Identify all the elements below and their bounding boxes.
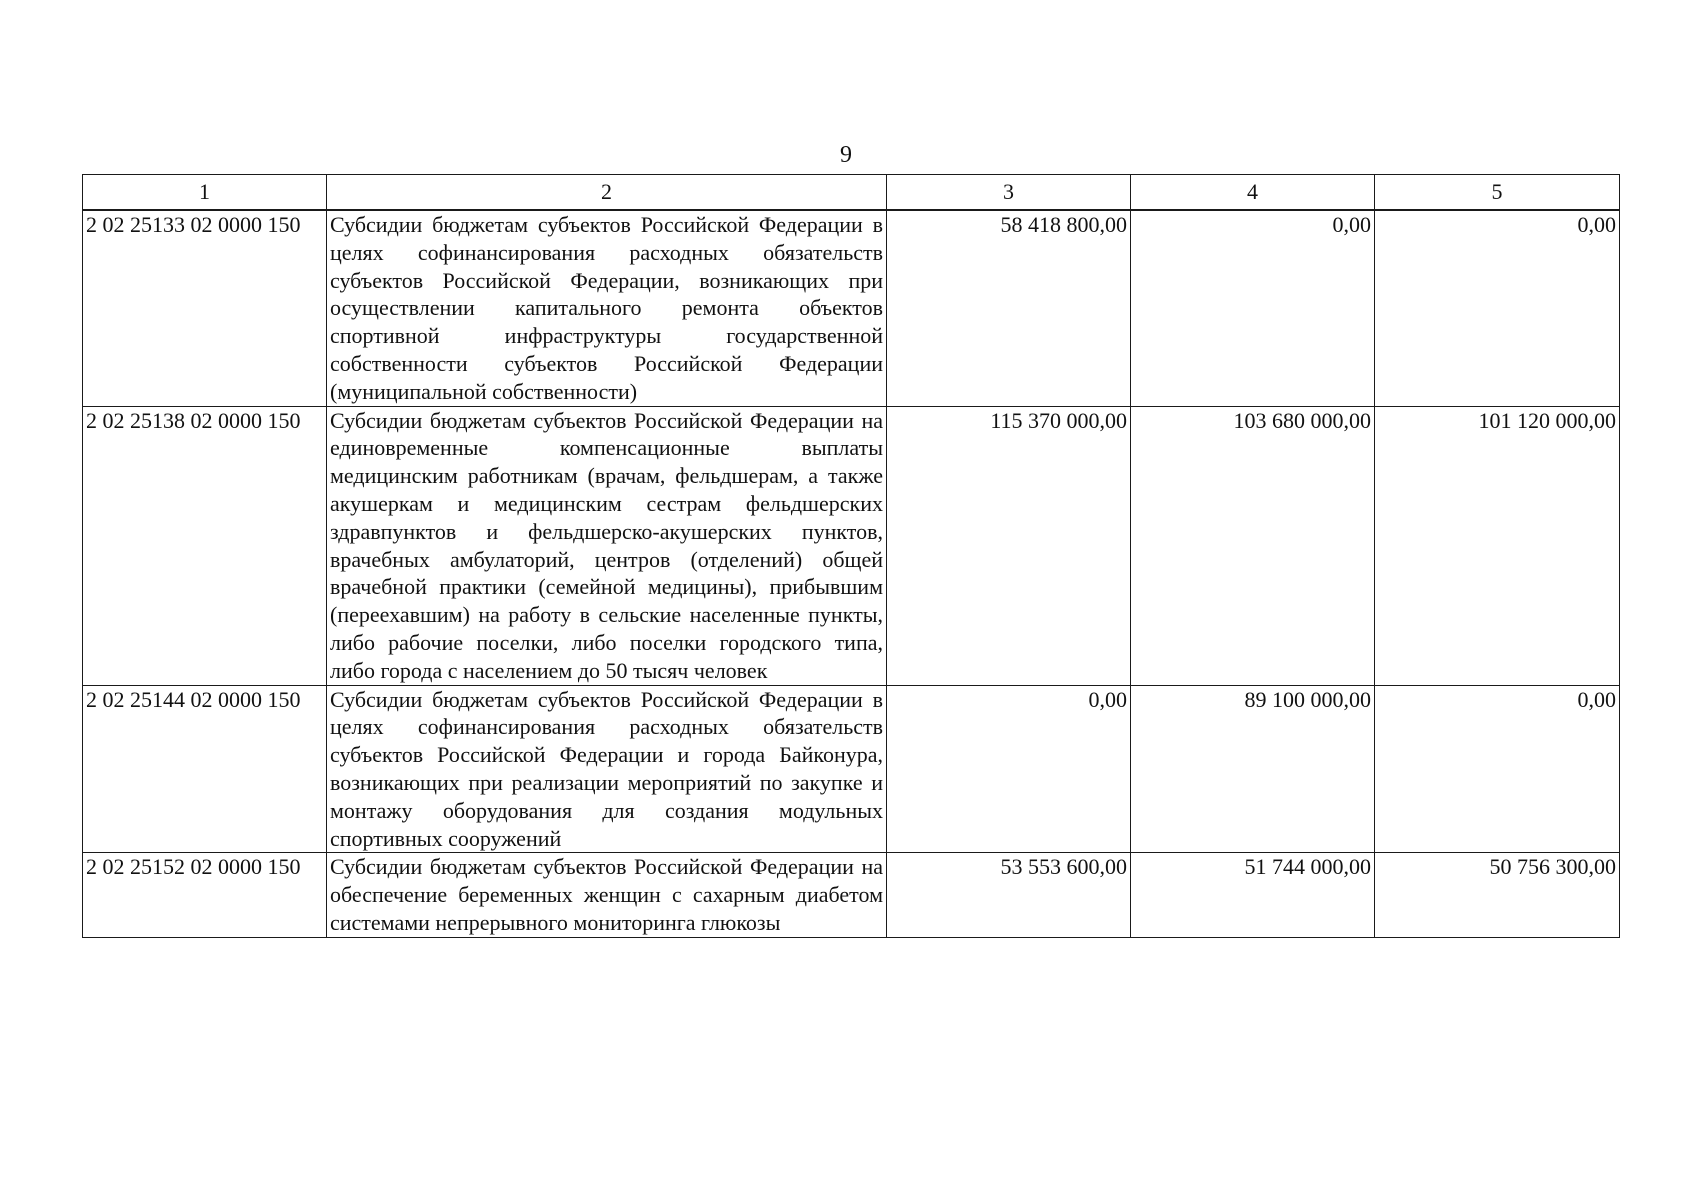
row-description: Субсидии бюджетам субъектов Российской Федерации на обеспечение беременных женщин с сахарным диабетом системами непрерывного мониторинга глюкозы — [327, 853, 887, 937]
row-value-col-3: 0,00 — [887, 685, 1131, 853]
row-value-col-4: 0,00 — [1131, 210, 1375, 406]
row-value-col-3: 58 418 800,00 — [887, 210, 1131, 406]
row-description: Субсидии бюджетам субъектов Российской Федерации в целях софинансирования расходных обязательств субъектов Российской Федерации и города Байконура, возникающих при реализации мероприятий по закупке и монтажу оборудования для создания модульных спортивных сооружений — [327, 685, 887, 853]
table-row — [83, 685, 1620, 853]
row-value-col-5: 0,00 — [1375, 210, 1620, 406]
header-col-5: 5 — [1375, 175, 1620, 211]
row-description: Субсидии бюджетам субъектов Российской Федерации на единовременные компенсационные выплаты медицинским работникам (врачам, фельдшерам, а также акушеркам и медицинским сестрам фельдшерских здравпунктов и фельдшерско-акушерских пунктов, врачебных амбулаторий, центров (отделений) общей врачебной практики (семейной медицины), прибывшим (переехавшим) на работу в сельские населенные пункты, либо рабочие поселки, либо поселки городского типа, либо города с населением до 50 тысяч человек — [327, 406, 887, 685]
header-row — [83, 175, 1620, 211]
row-value-col-3: 115 370 000,00 — [887, 406, 1131, 685]
header-col-2: 2 — [327, 175, 887, 211]
row-code: 2 02 25144 02 0000 150 — [83, 685, 327, 853]
header-col-3: 3 — [887, 175, 1131, 211]
row-value-col-5: 101 120 000,00 — [1375, 406, 1620, 685]
table-row — [83, 210, 1620, 406]
table-body — [83, 210, 1620, 937]
row-value-col-3: 53 553 600,00 — [887, 853, 1131, 937]
row-description: Субсидии бюджетам субъектов Российской Федерации в целях софинансирования расходных обязательств субъектов Российской Федерации, возникающих при осуществлении капитального ремонта объектов спортивной инфраструктуры государственной собственности субъектов Российской Федерации (муниципальной собственности) — [327, 210, 887, 406]
header-col-1: 1 — [83, 175, 327, 211]
row-value-col-4: 103 680 000,00 — [1131, 406, 1375, 685]
row-value-col-4: 89 100 000,00 — [1131, 685, 1375, 853]
row-code: 2 02 25133 02 0000 150 — [83, 210, 327, 406]
table-header — [83, 175, 1620, 211]
page-number: 9 — [840, 142, 852, 168]
row-code: 2 02 25152 02 0000 150 — [83, 853, 327, 937]
table-row — [83, 853, 1620, 937]
table-row — [83, 406, 1620, 685]
row-value-col-4: 51 744 000,00 — [1131, 853, 1375, 937]
header-col-4: 4 — [1131, 175, 1375, 211]
budget-table — [82, 174, 1620, 938]
row-value-col-5: 50 756 300,00 — [1375, 853, 1620, 937]
row-value-col-5: 0,00 — [1375, 685, 1620, 853]
row-code: 2 02 25138 02 0000 150 — [83, 406, 327, 685]
